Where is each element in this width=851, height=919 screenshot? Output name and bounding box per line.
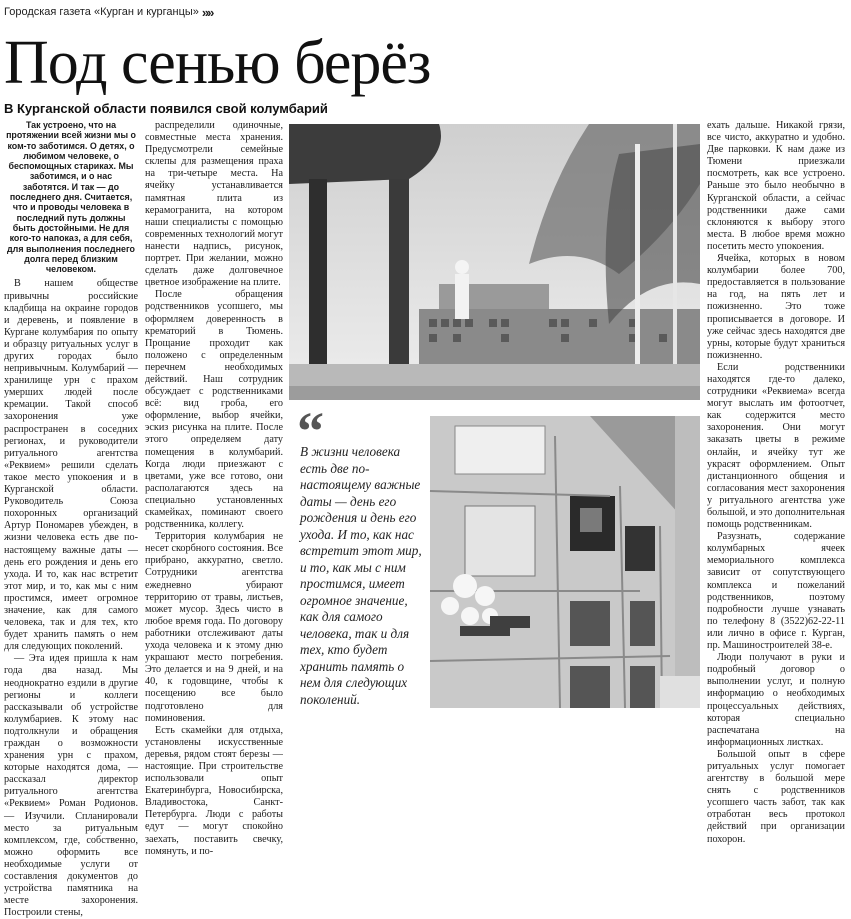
photo-columbarium-niches	[430, 416, 700, 708]
pull-quote: В жизни человека есть две по-настоящему важные даты — день его рождения и день его ухода. И то, как нас встретит этот мир, и то, как мы с ним простимся, имеет огромное значение, как для самого человека, так и для тех, кто будет хранить память о нем для следующих поколений.	[300, 444, 422, 707]
paragraph: Разузнать, содержание колумбарных ячеек мемориального комплекса зависит от сопутствующего комплекса и пожеланий родственников, поэтому подробности лучше узнавать по телефону 8 (3522)62-22-11 или лично в офисе г. Курган, пр. Машиностроителей 38-е.	[707, 531, 845, 652]
paragraph: — Эта идея пришла к нам года два назад. Мы неоднократно ездили в другие регионы и коллеги рассказывали об устройстве колумбариев. К этому нас подтолкнули и обращения граждан о возможности хранения урн с прахом, которые находятся дома, — рассказал директор ритуального агентства «Реквием» Роман Родионов. — Изучили. Спланировали место за ритуальным комплексом, где, собственно, можно оформить все необходимые услуги от составления документов до устройства памятника на месте захоронения. Построили стены,	[4, 653, 138, 919]
column-3	[707, 120, 845, 845]
paragraph: Большой опыт в сфере ритуальных услуг помогает агентству в большой мере снять с родственников усопшего часть забот, так как отработан весь протокол действий при организации похорон.	[707, 748, 845, 845]
paragraph: Люди получают в руки и подробный договор о выполнении услуг, и полную информацию о необходимых процессуальных действиях, которая специально распечатана на информационных листках.	[707, 652, 845, 748]
article-lead: Так устроено, что на протяжении всей жизни мы о ком-то заботимся. О детях, о любимом человеке, о беспомощных стариках. Мы заботимся, и о нас заботятся. И так — до последнего дня. Считается, что и проводы человека в последний путь должны быть достойными. Не для кого-то напоказ, а для себя, для выполнения последнего долга перед близким человеком.	[6, 120, 136, 275]
column-2	[145, 120, 283, 857]
chevron-right-icon: »»	[201, 4, 213, 20]
paragraph: Если родственники находятся где-то далеко, сотрудники «Реквиема» всегда могут выслать им фотоотчет, как содержится место захоронения. Они могут заказать цветы в режиме онлайн, и ячейку тут же украсят оформлением. Опыт дистанционного общения и согласования мест захоронения у ритуального агентства уже большой, и это дополнительная помощь родственникам.	[707, 361, 845, 531]
photo-columbarium-gazebo	[289, 124, 700, 400]
paragraph: После обращения родственников усопшего, мы оформляем доверенность в крематорий в Тюмень. Прощание проходит как положено с определенным перечнем необходимых действий. Наш сотрудник обсуждает с родственниками всё: вид гроба, его оформление, выбор ячейки, эскиз рисунка на плите. После этого определяем дату помещения в колумбарий. Когда люди приезжают с цветами, уже все готово, они располагаются здесь на специально установленных скамейках, поминают своего родственника, коллегу.	[145, 289, 283, 531]
paragraph: распределили одиночные, совместные места хранения. Предусмотрели семейные склепы для размещения праха на три-четыре места. На ячейку устанавливается памятная плита из керамогранита, на котором наши специалисты с помощью современных технологий могут нанести надпись, рисунок, портрет. При желании, можно сделать даже долговечное цветное изображение на плите.	[145, 120, 283, 289]
paragraph: ехать дальше. Никакой грязи, все чисто, аккуратно и удобно. Две парковки. К нам даже из Тюмени приезжали посмотреть, как все устроено. Раньше это было необычно в Курганской области, а сейчас родственники даже сами склоняются к выбору этого места. В любое время можно посетить место упокоения.	[707, 120, 845, 252]
paragraph: Территория колумбария не несет скорбного состояния. Все прибрано, аккуратно, светло. Сотрудники агентства ежедневно убирают территорию от травы, листьев, может мусор. Здесь чисто в любое время года. По договору работники отслеживают даты ухода человека и к этому дню украшают место погребения. Это делается и на 9 дней, и на 40, к годовщине, чтобы к посещению все было подготовлено для поминовения.	[145, 531, 283, 724]
newspaper-header	[4, 4, 212, 20]
paragraph: Есть скамейки для отдыха, установлены искусственные деревья, рядом стоят березы — настоящие. При строительстве использовали опыт Екатеринбурга, Новосибирска, Владивостока, Санкт-Петербурга. Люди с работы едут — могут спокойно заехать, поставить свечку, помянуть, и по-	[145, 724, 283, 857]
article-subtitle: В Курганской области появился свой колумбарий	[4, 101, 328, 116]
paragraph: Ячейка, которых в новом колумбарии более 700, предоставляется в пользование на год, на пять лет и пожизненно. Это тоже прописывается в договоре. И уже сейчас здесь находятся две урны, которые будут храниться пожизненно.	[707, 253, 845, 361]
quote-mark-icon: “	[297, 401, 324, 461]
paragraph: В нашем обществе привычны российские кладбища на окраине городов и деревень, и появление в Кургане колумбария по опыту и образцу ритуальных услуг в других городах было непривычным. Колумбарий — хранилище урн с прахом умерших людей после кремации. Такой способ захоронения уже распространен в соседних регионах, и руководители ритуального агентства «Реквием» решили сделать такое место упокоения и в Курганской области. Руководитель Союза похоронных организаций Артур Пономарев убежден, в жизни человека есть две по-настоящему важные даты — день его рождения и день его ухода. И то, как нас встретит этот мир, и то, как мы с ним простимся, имеет огромное значение, как для самого человека, так и для тех, кто будет хранить память о нем для следующих поколений.	[4, 278, 138, 653]
column-1	[4, 120, 138, 919]
newspaper-name: Городская газета «Курган и курганцы»	[4, 6, 199, 18]
article-title: Под сенью берёз	[4, 29, 431, 97]
